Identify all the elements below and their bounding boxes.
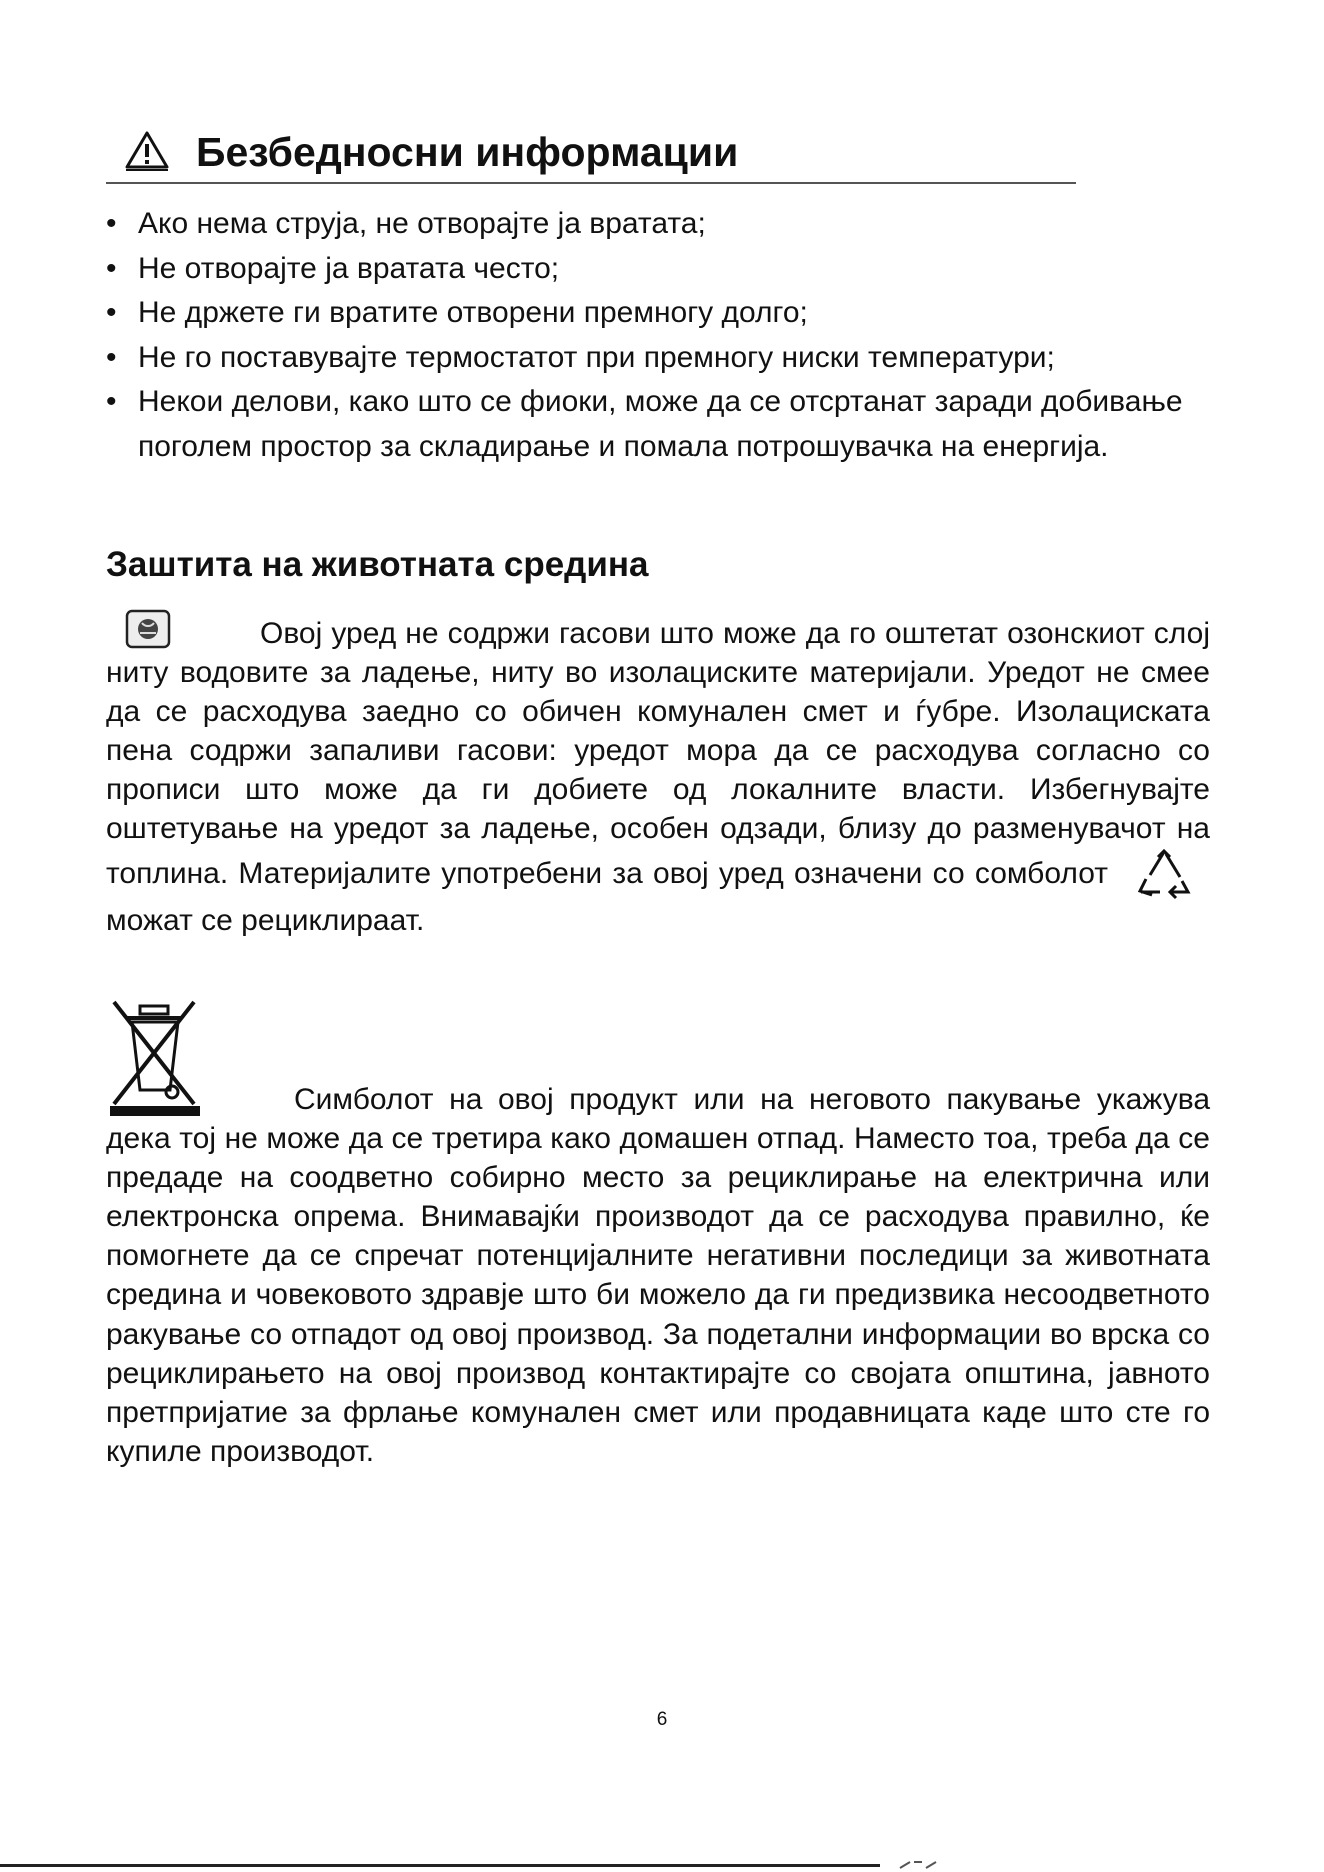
list-item: • Не отворајте ја вратата често; — [106, 247, 1226, 292]
list-item: • Некои делови, како што се фиоки, може да се отсртанат заради добивање поголем простор за складирање и помала потрошувачка на енергија. — [106, 380, 1198, 469]
paragraph-2-text: Симболот на овој продукт или на неговото пакување укажува дека тој не може да се третира како домашен отпад. Наместо тоа, треба да се предаде на соодветно собирно место за рециклирање на електрична или електронска опрема. Внимавајќи производот да се расходува правилно, ќе помогнете да се спречат потенцијалните негативни последици за животната средина и човековото здравје што би можело да ги предизвика несоодветното ракување со отпадот од овој производ. За подетални информации во врска со рециклирањето на овој производ контактирајте со својата општина, јавното претпријатие за фрлање комунален смет или продавницата каде што сте го купиле производот. — [106, 1083, 1210, 1468]
environment-paragraph-1 — [106, 614, 1210, 940]
recycle-icon — [1136, 849, 1192, 901]
paragraph-1-ending: можат се рециклираат. — [106, 903, 425, 937]
warning-triangle-icon — [124, 130, 170, 172]
list-item: • Ако нема струја, не отворајте ја вратата; — [106, 202, 1226, 247]
heading-underline — [106, 182, 1076, 184]
environment-title: Заштита на животната средина — [106, 545, 649, 584]
list-item: • Не држете ги вратите отворени премногу долго; — [106, 291, 1226, 336]
bottom-decoration — [898, 1860, 938, 1870]
list-item: • Не го поставувајте термостатот при премногу ниски температури; — [106, 336, 1226, 381]
environment-paragraph-2 — [106, 1080, 1210, 1471]
safety-heading — [106, 128, 1076, 184]
paragraph-1-text: Овој уред не содржи гасови што може да го оштетат озонскиот слој ниту водовите за ладење, ниту во изолациските материјали. Уредот не смее да се расходува заедно со обичен комунален смет и ѓубре. Изолациската пена содржи запаливи гасови: уредот мора да се расходува согласно со прописи што може да ги добиете од локалните власти. Избегнувајте оштетување на уредот за ладење, особен одзади, близу до разменувачот на топлина. Материјалите употребени за овој уред означени со сомболот — [106, 617, 1210, 890]
safety-title: Безбедносни информации — [196, 129, 739, 175]
page-number: 6 — [656, 1709, 668, 1730]
safety-bullet-list — [106, 202, 1226, 469]
bottom-divider — [0, 1864, 880, 1867]
